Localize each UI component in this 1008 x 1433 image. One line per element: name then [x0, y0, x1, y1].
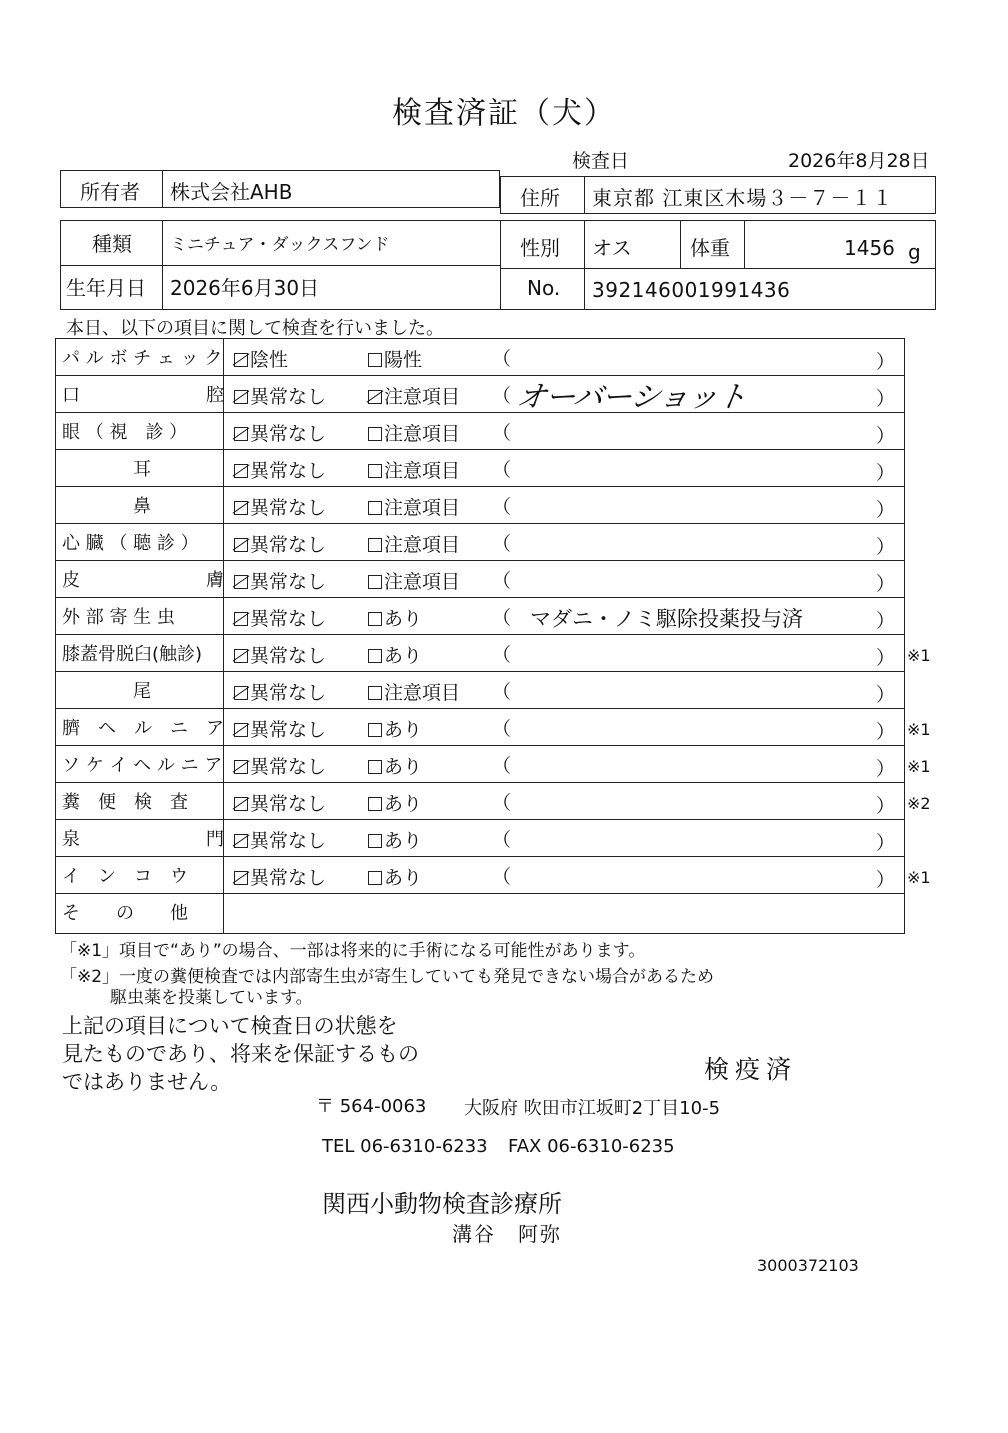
checkbox-checked-icon[interactable]: [234, 871, 248, 885]
address-value: 東京都 江東区木場３－７－１１: [592, 186, 894, 210]
close-paren: ）: [876, 721, 896, 743]
open-paren: （: [492, 644, 512, 666]
birth-value: 2026年6月30日: [170, 276, 320, 300]
close-paren: ）: [876, 462, 896, 484]
row-label: 耳: [133, 459, 151, 480]
option-normal-label: 異常なし: [250, 682, 327, 704]
footnote-2a: 「※2」一度の糞便検査では内部寄生虫が寄生していても発見できない場合があるため: [60, 967, 715, 987]
close-paren: ）: [876, 425, 896, 447]
checkbox-icon[interactable]: [368, 612, 382, 626]
owner-value: 株式会社AHB: [170, 180, 293, 204]
open-paren: （: [492, 718, 512, 740]
checkbox-icon[interactable]: [368, 427, 382, 441]
option-normal-checkbox[interactable]: [234, 419, 326, 446]
option-normal-checkbox[interactable]: [234, 382, 326, 409]
row-label: 尾: [133, 681, 151, 702]
row-label: 皮 膚: [62, 570, 224, 591]
option-attention-checkbox[interactable]: [368, 493, 460, 520]
row-label: そ の 他: [62, 903, 188, 924]
open-paren: （: [492, 496, 512, 518]
open-paren: （: [492, 533, 512, 555]
option-attention-label: 注意項目: [384, 571, 461, 593]
checkbox-checked-icon[interactable]: [234, 538, 248, 552]
option-attention-checkbox[interactable]: [368, 641, 422, 668]
breed-value: ミニチュア・ダックスフンド: [170, 235, 390, 255]
clinic-name: 関西小動物検査診療所: [322, 1190, 562, 1218]
option-normal-checkbox[interactable]: [234, 752, 326, 779]
checkbox-icon[interactable]: [368, 834, 382, 848]
checkbox-icon[interactable]: [368, 538, 382, 552]
option-normal-checkbox[interactable]: [234, 345, 288, 372]
intro-text: 本日、以下の項目に関して検査を行いました。: [66, 318, 444, 339]
statement-line-3: ではありません。: [62, 1070, 232, 1094]
option-normal-checkbox[interactable]: [234, 530, 326, 557]
option-normal-checkbox[interactable]: [234, 789, 326, 816]
close-paren: ）: [876, 647, 896, 669]
open-paren: （: [492, 422, 512, 444]
checkbox-checked-icon[interactable]: [234, 649, 248, 663]
close-paren: ）: [876, 499, 896, 521]
owner-label: 所有者: [80, 180, 140, 204]
close-paren: ）: [876, 351, 896, 373]
option-normal-checkbox[interactable]: [234, 678, 326, 705]
checkbox-checked-icon[interactable]: [234, 390, 248, 404]
option-attention-checkbox[interactable]: [368, 345, 422, 372]
weight-value: 1456: [844, 236, 895, 260]
row-label: 泉 門: [62, 829, 224, 850]
option-attention-label: 陽性: [384, 349, 423, 371]
row-label: ソ ケ イ ヘ ル ニ ア: [62, 755, 223, 776]
option-attention-label: あり: [384, 608, 423, 630]
option-attention-checkbox[interactable]: [368, 752, 422, 779]
close-paren: ）: [876, 536, 896, 558]
number-value: 392146001991436: [592, 278, 791, 302]
open-paren: （: [492, 385, 512, 407]
option-attention-label: 注意項目: [384, 460, 461, 482]
close-paren: ）: [876, 758, 896, 780]
footnote-mark: ※1: [907, 646, 931, 665]
footnote-1: 「※1」項目で“あり”の場合、一部は将来的に手術になる可能性があります。: [60, 941, 646, 961]
open-paren: （: [492, 681, 512, 703]
close-paren: ）: [876, 573, 896, 595]
option-attention-label: 注意項目: [384, 497, 461, 519]
option-attention-checkbox[interactable]: [368, 789, 422, 816]
open-paren: （: [492, 792, 512, 814]
checkbox-checked-icon[interactable]: [234, 575, 248, 589]
option-normal-checkbox[interactable]: [234, 604, 326, 631]
row-label: 膝蓋骨脱臼(触診): [62, 644, 203, 665]
close-paren: ）: [876, 795, 896, 817]
row-label: 眼 （ 視 診 ）: [62, 422, 188, 443]
option-attention-checkbox[interactable]: [368, 419, 460, 446]
option-attention-checkbox[interactable]: [368, 826, 422, 853]
clinic-address: 大阪府 吹田市江坂町2丁目10-5: [464, 1098, 721, 1119]
sex-label: 性別: [520, 236, 560, 260]
option-normal-label: 異常なし: [250, 497, 327, 519]
option-attention-checkbox[interactable]: [368, 678, 460, 705]
checkbox-checked-icon[interactable]: [234, 501, 248, 515]
exam-date-value: 2026年8月28日: [788, 150, 930, 172]
option-attention-checkbox[interactable]: [368, 715, 422, 742]
option-attention-checkbox[interactable]: [368, 382, 460, 409]
birth-label: 生年月日: [66, 276, 146, 300]
checkbox-checked-icon[interactable]: [234, 686, 248, 700]
option-attention-checkbox[interactable]: [368, 567, 460, 594]
option-normal-checkbox[interactable]: [234, 567, 326, 594]
option-attention-label: あり: [384, 645, 423, 667]
checkbox-checked-icon[interactable]: [234, 427, 248, 441]
option-attention-label: 注意項目: [384, 386, 461, 408]
option-attention-label: あり: [384, 719, 423, 741]
checkbox-icon[interactable]: [368, 760, 382, 774]
address-label: 住所: [520, 186, 560, 210]
open-paren: （: [492, 866, 512, 888]
option-normal-label: 異常なし: [250, 867, 327, 889]
clinic-tel: TEL 06-6310-6233: [322, 1136, 488, 1157]
open-paren: （: [492, 755, 512, 777]
footnote-mark: ※2: [907, 794, 931, 813]
checkbox-checked-icon[interactable]: [234, 797, 248, 811]
checkbox-icon[interactable]: [368, 649, 382, 663]
checkbox-icon[interactable]: [368, 797, 382, 811]
footnote-mark: ※1: [907, 720, 931, 739]
document-number: 3000372103: [757, 1256, 859, 1275]
weight-label: 体重: [690, 236, 730, 260]
open-paren: （: [492, 829, 512, 851]
checkbox-checked-icon[interactable]: [234, 353, 248, 367]
option-normal-label: 異常なし: [250, 534, 327, 556]
option-normal-label: 異常なし: [250, 719, 327, 741]
document-title: 検査済証（犬）: [392, 96, 616, 131]
option-normal-checkbox[interactable]: [234, 493, 326, 520]
row-label: イ ン コ ウ: [62, 866, 188, 887]
row-label: 臍 ヘ ル ニ ア: [62, 718, 224, 739]
option-normal-checkbox[interactable]: [234, 641, 326, 668]
statement-line-1: 上記の項目について検査日の状態を: [62, 1014, 398, 1038]
handwritten-note: オーバーショット: [514, 380, 749, 415]
option-attention-label: あり: [384, 830, 423, 852]
option-normal-label: 異常なし: [250, 386, 327, 408]
postal-code: 〒 564-0063: [316, 1096, 427, 1117]
checkbox-checked-icon[interactable]: [234, 723, 248, 737]
quarantine-stamp: 検疫済: [704, 1055, 798, 1084]
checkbox-checked-icon[interactable]: [234, 834, 248, 848]
row-label: 糞 便 検 査: [62, 792, 188, 813]
option-normal-label: 異常なし: [250, 608, 327, 630]
row-label: 外 部 寄 生 虫: [62, 607, 175, 628]
option-normal-checkbox[interactable]: [234, 826, 326, 853]
open-paren: （: [492, 570, 512, 592]
option-normal-checkbox[interactable]: [234, 715, 326, 742]
number-label: No.: [527, 276, 561, 300]
option-attention-checkbox[interactable]: [368, 456, 460, 483]
footnote-mark: ※1: [907, 868, 931, 887]
option-attention-checkbox[interactable]: [368, 530, 460, 557]
sex-value: オス: [592, 236, 632, 260]
close-paren: ）: [876, 832, 896, 854]
option-normal-label: 陰性: [250, 349, 289, 371]
checkbox-icon[interactable]: [368, 723, 382, 737]
checkbox-checked-icon[interactable]: [234, 612, 248, 626]
option-attention-checkbox[interactable]: [368, 604, 422, 631]
option-normal-checkbox[interactable]: [234, 863, 326, 890]
close-paren: ）: [876, 869, 896, 891]
checkbox-checked-icon[interactable]: [234, 464, 248, 478]
option-normal-label: 異常なし: [250, 460, 327, 482]
option-normal-label: 異常なし: [250, 793, 327, 815]
open-paren: （: [492, 348, 512, 370]
open-paren: （: [492, 459, 512, 481]
option-normal-checkbox[interactable]: [234, 456, 326, 483]
close-paren: ）: [876, 610, 896, 632]
checkbox-icon[interactable]: [368, 353, 382, 367]
option-normal-label: 異常なし: [250, 830, 327, 852]
clinic-person: 溝谷 阿弥: [452, 1222, 562, 1246]
clinic-fax: FAX 06-6310-6235: [508, 1136, 675, 1157]
option-normal-label: 異常なし: [250, 645, 327, 667]
row-label: 鼻: [133, 496, 151, 517]
row-label: 心 臓 （ 聴 診 ）: [62, 533, 199, 554]
checkbox-icon[interactable]: [368, 501, 382, 515]
exam-date-label: 検査日: [572, 150, 630, 172]
option-attention-label: 注意項目: [384, 423, 461, 445]
checkbox-icon[interactable]: [368, 686, 382, 700]
option-normal-label: 異常なし: [250, 423, 327, 445]
row-note: マダニ・ノミ駆除投薬投与済: [530, 607, 803, 631]
checkbox-checked-icon[interactable]: [368, 390, 382, 404]
open-paren: （: [492, 607, 512, 629]
checkbox-icon[interactable]: [368, 871, 382, 885]
row-label: パ ル ボ チ ェ ッ ク: [62, 348, 223, 369]
checkbox-icon[interactable]: [368, 464, 382, 478]
footnote-mark: ※1: [907, 757, 931, 776]
row-label: 口 腔: [62, 385, 224, 406]
option-attention-checkbox[interactable]: [368, 863, 422, 890]
weight-unit: g: [908, 240, 921, 264]
option-attention-label: 注意項目: [384, 534, 461, 556]
close-paren: ）: [876, 388, 896, 410]
close-paren: ）: [876, 684, 896, 706]
option-attention-label: あり: [384, 793, 423, 815]
option-attention-label: あり: [384, 756, 423, 778]
option-normal-label: 異常なし: [250, 756, 327, 778]
statement-line-2: 見たものであり、将来を保証するもの: [62, 1042, 419, 1066]
breed-label: 種類: [92, 232, 132, 256]
option-attention-label: 注意項目: [384, 682, 461, 704]
option-normal-label: 異常なし: [250, 571, 327, 593]
checkbox-icon[interactable]: [368, 575, 382, 589]
checkbox-checked-icon[interactable]: [234, 760, 248, 774]
footnote-2b: 駆虫薬を投薬しています。: [110, 988, 313, 1008]
option-attention-label: あり: [384, 867, 423, 889]
